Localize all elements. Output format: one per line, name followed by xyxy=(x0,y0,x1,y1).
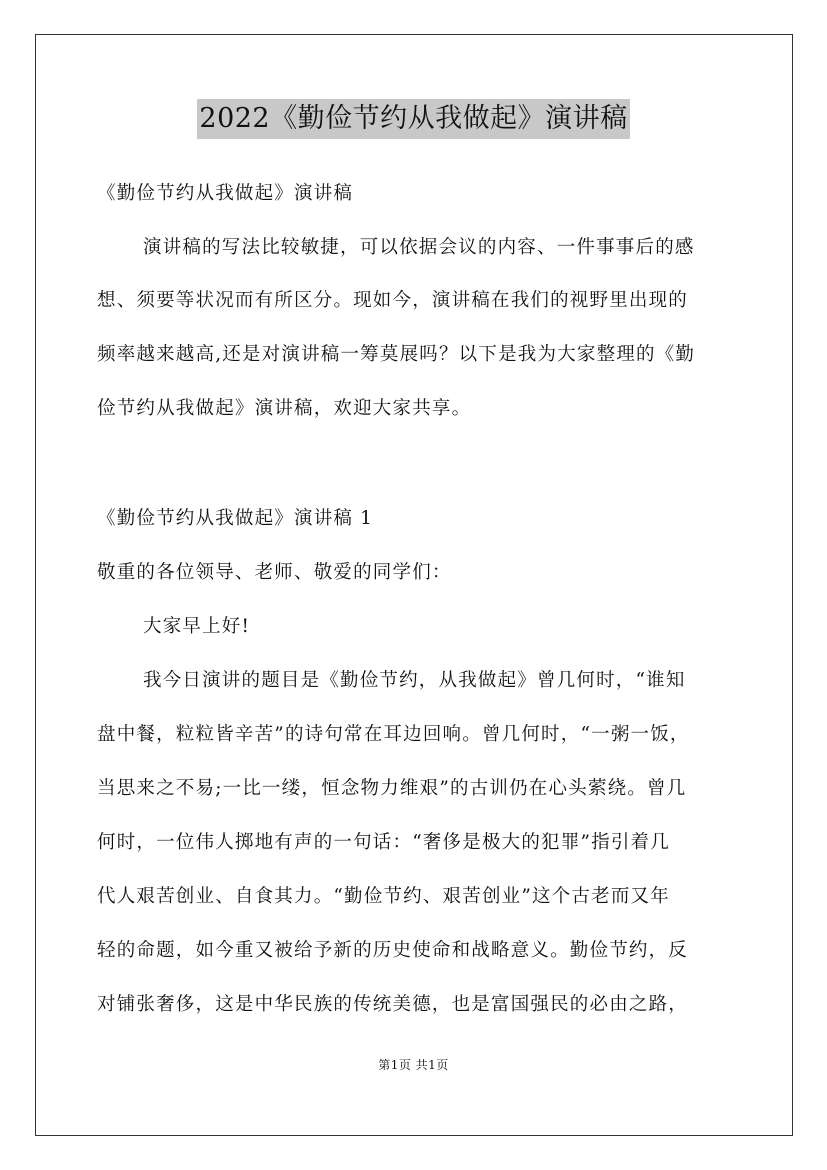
intro-line-1: 演讲稿的写法比较敏捷，可以依据会议的内容、一件事事后的感 xyxy=(143,237,695,258)
intro-line-3: 频率越来越高,还是对演讲稿一筹莫展吗？以下是我为大家整理的《勤 xyxy=(97,344,696,365)
body-line-2: 盘中餐，粒粒皆辛苦”的诗句常在耳边回响。曾几何时，“一粥一饭， xyxy=(97,724,690,745)
document-title: 2022《勤俭节约从我做起》演讲稿 xyxy=(197,99,629,139)
body-line-6: 轻的命题，如今重又被给予新的历史使命和战略意义。勤俭节约，反 xyxy=(97,940,689,961)
body-line-4: 何时，一位伟人掷地有声的一句话：“奢侈是极大的犯罪”指引着几 xyxy=(97,832,670,853)
section-heading: 《勤俭节约从我做起》演讲稿 1 xyxy=(97,508,374,529)
intro-line-4: 俭节约从我做起》演讲稿，欢迎大家共享。 xyxy=(97,398,472,419)
salutation: 敬重的各位领导、老师、敬爱的同学们： xyxy=(97,562,452,583)
title-container xyxy=(0,99,827,139)
document-subtitle: 《勤俭节约从我做起》演讲稿 xyxy=(97,183,354,204)
body-line-7: 对铺张奢侈，这是中华民族的传统美德，也是富国强民的必由之路， xyxy=(97,994,689,1015)
body-line-1: 我今日演讲的题目是《勤俭节约，从我做起》曾几何时，“谁知 xyxy=(143,670,686,691)
page-footer: 第1页 共1页 xyxy=(378,1058,449,1072)
body-line-3: 当思来之不易;一比一缕，恒念物力维艰”的古训仍在心头萦绕。曾几 xyxy=(97,778,687,799)
intro-line-2: 想、须要等状况而有所区分。现如今，演讲稿在我们的视野里出现的 xyxy=(97,290,689,311)
body-line-5: 代人艰苦创业、自食其力。“勤俭节约、艰苦创业”这个古老而又年 xyxy=(97,886,670,907)
greeting: 大家早上好! xyxy=(143,616,251,637)
